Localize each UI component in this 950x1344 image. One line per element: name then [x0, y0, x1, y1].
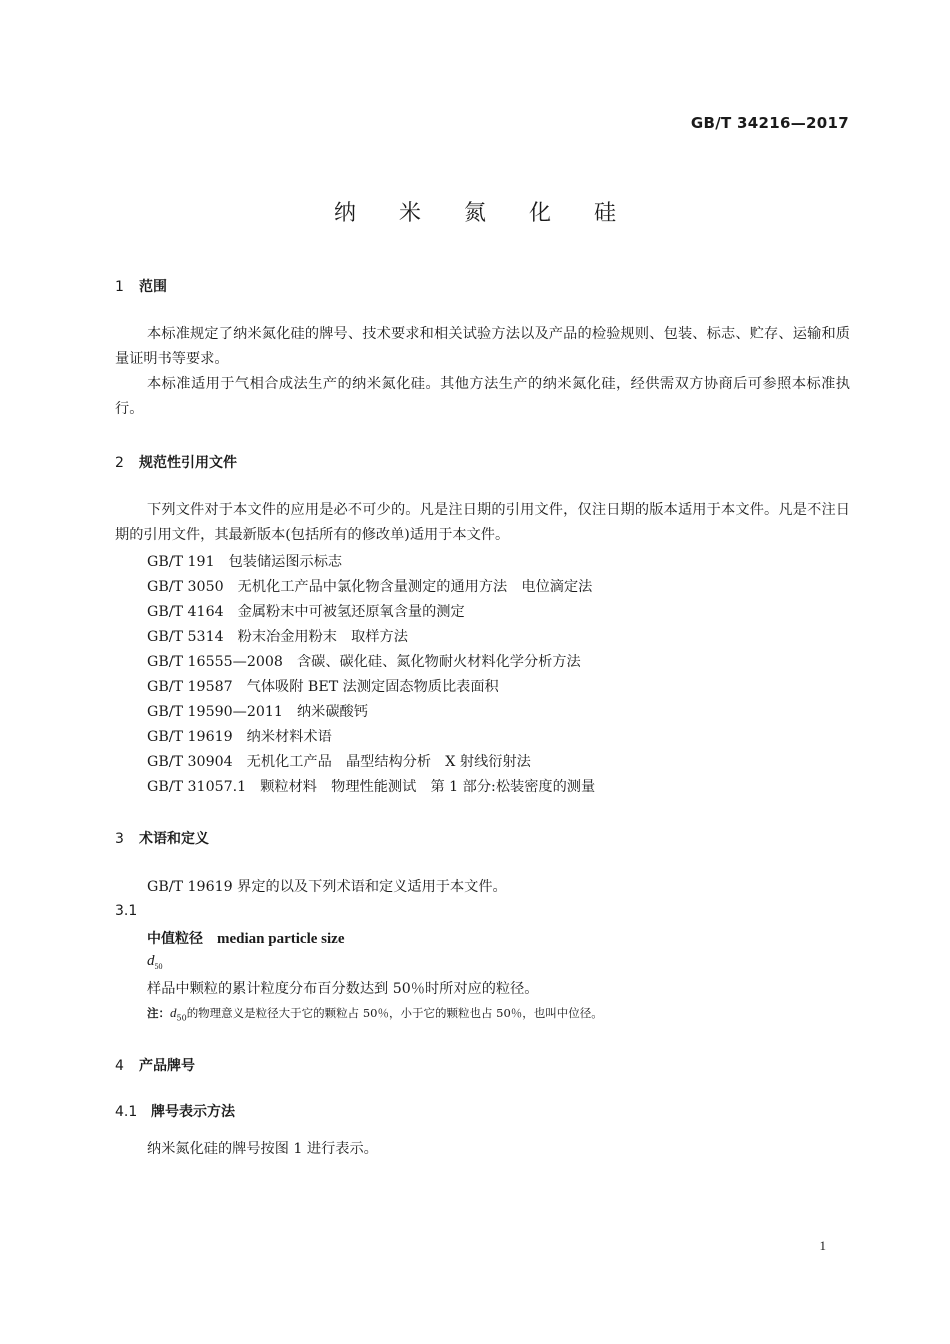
reference-item [147, 701, 368, 721]
reference-title: 包装储运图示标志 [228, 554, 343, 570]
standard-number: GB/T 34216—2017 [690, 114, 849, 132]
reference-item [147, 776, 595, 796]
note-text: 的物理意义是粒径大于它的颗粒占 50％，小于它的颗粒也占 50％，也叫中位径。 [186, 1006, 603, 1020]
reference-code: GB/T 3050 [147, 579, 224, 595]
symbol-letter: d [147, 953, 155, 969]
section-4-heading [115, 1055, 195, 1075]
subsection-title: 牌号表示方法 [151, 1104, 235, 1120]
document-title: 纳 米 氮 化 硅 [334, 201, 634, 226]
section-number: 2 [115, 455, 124, 471]
reference-item [147, 576, 592, 596]
section-title: 范围 [139, 279, 167, 295]
reference-item [147, 751, 531, 771]
reference-code: GB/T 30904 [147, 754, 233, 770]
reference-item [147, 676, 499, 696]
reference-title: 金属粉末中可被氢还原氧含量的测定 [237, 604, 465, 620]
reference-item [147, 551, 342, 571]
reference-code: GB/T 4164 [147, 604, 224, 620]
reference-code: GB/T 31057.1 [147, 779, 247, 795]
grade-representation-text: 纳米氮化硅的牌号按图 1 进行表示。 [147, 1141, 378, 1157]
section-title: 产品牌号 [139, 1058, 195, 1074]
reference-title: 无机化工产品 晶型结构分析 X 射线衍射法 [246, 754, 531, 770]
term-number: 3.1 [115, 903, 138, 919]
reference-code: GB/T 19619 [147, 729, 233, 745]
reference-item [147, 601, 465, 621]
section-number: 4 [115, 1058, 124, 1074]
note-subscript: 50 [176, 1013, 187, 1023]
term-symbol [147, 953, 163, 971]
term-name [147, 928, 344, 948]
section-title: 规范性引用文件 [139, 455, 237, 471]
terms-intro: GB/T 19619 界定的以及下列术语和定义适用于本文件。 [147, 879, 507, 895]
reference-title: 气体吸附 BET 法测定固态物质比表面积 [246, 679, 499, 695]
section-2-heading [115, 452, 237, 472]
term-name-en: median particle size [217, 931, 345, 947]
reference-title: 粉末冶金用粉末 取样方法 [237, 629, 408, 645]
section-number: 3 [115, 831, 124, 847]
note-label: 注： [147, 1006, 170, 1020]
symbol-subscript: 50 [154, 962, 163, 971]
reference-item [147, 726, 332, 746]
reference-code: GB/T 16555—2008 [147, 654, 283, 670]
scope-paragraph-2: 本标准适用于气相合成法生产的纳米氮化硅。其他方法生产的纳米氮化硅，经供需双方协商后可参照本标准执行。 [115, 376, 850, 417]
reference-item [147, 651, 581, 671]
reference-title: 含碳、碳化硅、氮化物耐火材料化学分析方法 [296, 654, 581, 670]
subsection-number: 4.1 [115, 1104, 138, 1120]
term-note [147, 1005, 603, 1022]
reference-code: GB/T 19587 [147, 679, 233, 695]
references-intro: 下列文件对于本文件的应用是必不可少的。凡是注日期的引用文件，仅注日期的版本适用于本文件。凡是不注日期的引用文件，其最新版本(包括所有的修改单)适用于本文件。 [115, 502, 850, 543]
term-definition: 样品中颗粒的累计粒度分布百分数达到 50％时所对应的粒径。 [147, 981, 539, 997]
reference-title: 颗粒材料 物理性能测试 第 1 部分:松装密度的测量 [260, 779, 596, 795]
section-3-heading [115, 828, 209, 848]
reference-title: 纳米碳酸钙 [296, 704, 368, 720]
reference-item [147, 626, 408, 646]
scope-paragraph-1: 本标准规定了纳米氮化硅的牌号、技术要求和相关试验方法以及产品的检验规则、包装、标志、贮存、运输和质量证明书等要求。 [115, 326, 850, 367]
reference-code: GB/T 19590—2011 [147, 704, 283, 720]
page-number: 1 [819, 1238, 826, 1253]
section-title: 术语和定义 [139, 831, 209, 847]
note-variable: d [170, 1005, 177, 1020]
term-name-cn: 中值粒径 [147, 931, 203, 947]
reference-code: GB/T 191 [147, 554, 215, 570]
reference-title: 纳米材料术语 [246, 729, 332, 745]
section-number: 1 [115, 279, 124, 295]
subsection-4-1-heading [115, 1101, 235, 1121]
reference-title: 无机化工产品中氯化物含量测定的通用方法 电位滴定法 [237, 579, 593, 595]
reference-code: GB/T 5314 [147, 629, 224, 645]
section-1-heading [115, 276, 167, 296]
